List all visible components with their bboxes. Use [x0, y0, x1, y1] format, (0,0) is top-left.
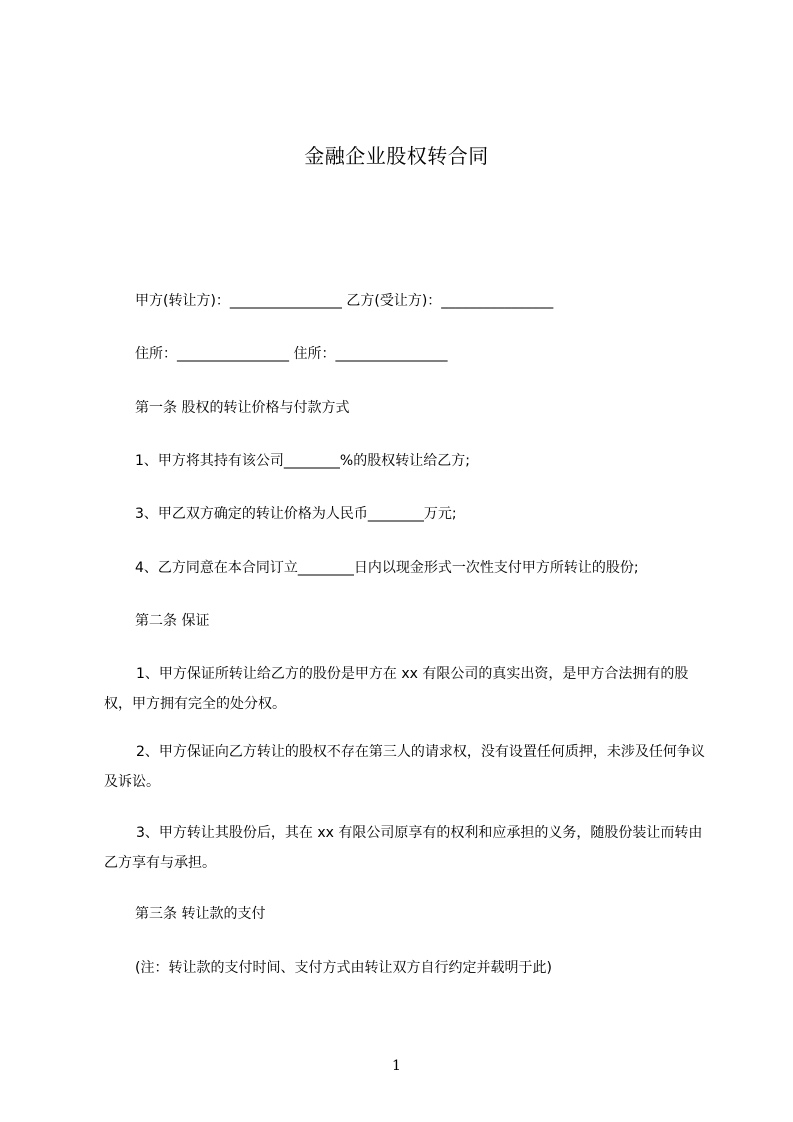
article2-item2: 2、甲方保证向乙方转让的股权不存在第三人的请求权，没有设置任何质押，未涉及任何争议及诉讼。 [104, 744, 705, 790]
page-number: 1 [392, 1058, 401, 1074]
article2-item3: 3、甲方转让其股份后，其在 xx 有限公司原享有的权利和应承担的义务，随股份装让而转由乙方享有与承担。 [104, 825, 703, 871]
article1-heading: 第一条 股权的转让价格与付款方式 [135, 400, 350, 416]
address-line: 住所：________________ 住所：________________ [135, 346, 448, 362]
article3-heading: 第三条 转让款的支付 [135, 906, 266, 922]
document-title: 金融企业股权转合同 [304, 144, 489, 168]
article2-item1: 1、甲方保证所转让给乙方的股份是甲方在 xx 有限公司的真实出资，是甲方合法拥有的股权，甲方拥有完全的处分权。 [104, 666, 689, 712]
article1-item4: 4、乙方同意在本合同订立________日内以现金形式一次性支付甲方所转让的股份; [135, 560, 639, 576]
article2-heading: 第二条 保证 [135, 613, 210, 629]
article1-item3: 3、甲乙双方确定的转让价格为人民币________万元; [135, 506, 457, 522]
article1-item1: 1、甲方将其持有该公司________%的股权转让给乙方; [135, 453, 470, 469]
article3-note: (注：转让款的支付时间、支付方式由转让双方自行约定并载明于此) [135, 960, 552, 976]
party-line: 甲方(转让方)：________________ 乙方(受让方)：________________ [135, 293, 554, 309]
